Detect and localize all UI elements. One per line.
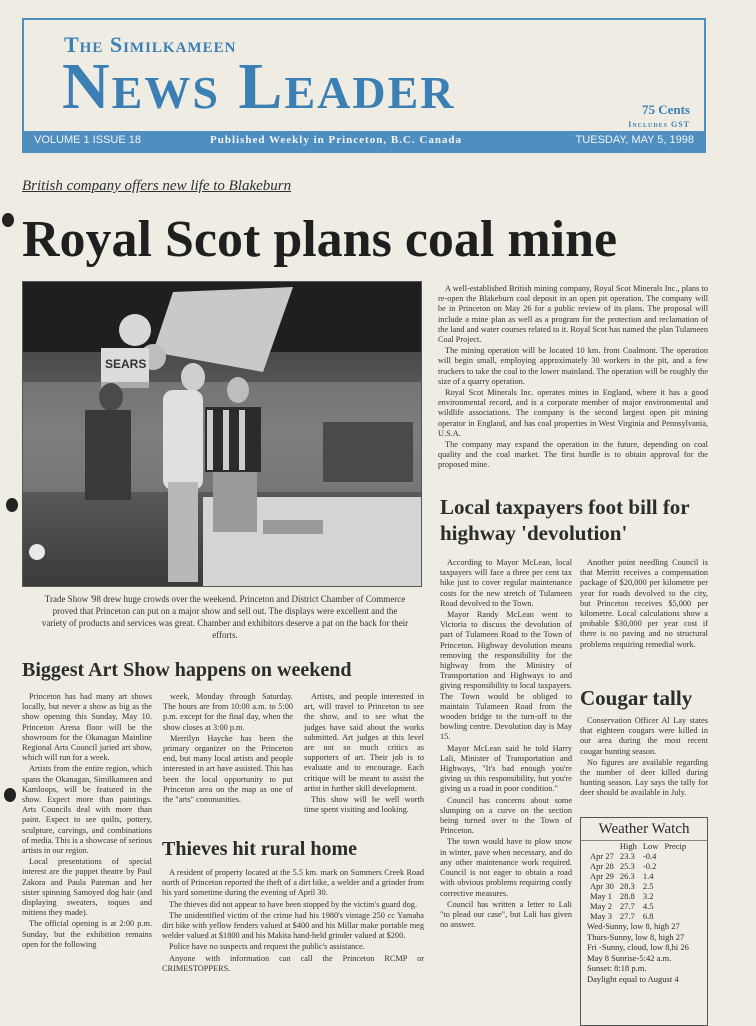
- weather-row: [587, 851, 689, 861]
- thieves-story: [162, 868, 424, 975]
- photo-illustration: [23, 282, 422, 587]
- paper-name-top: The Similkameen: [64, 32, 237, 57]
- weather-precip: [661, 911, 689, 921]
- paragraph: No figures are available regarding the number of deer killed during hunting season. Lay says the tally for deer should be available in July.: [580, 757, 708, 798]
- weather-row: [587, 891, 689, 901]
- paragraph: The official opening is at 2:00 p.m. Sunday, but the exhibition remains open for the following: [22, 919, 152, 949]
- weather-day: Apr 28: [590, 861, 614, 871]
- daylight-line: Daylight equal to August 4: [587, 973, 679, 984]
- paragraph: Police have no suspects and request the public's assistance.: [169, 942, 365, 952]
- weather-row: [587, 881, 689, 891]
- weather-header-row: [587, 841, 689, 851]
- weather-high: 25.3: [619, 861, 635, 871]
- weather-precip: [661, 861, 689, 871]
- weather-low: 4.5: [642, 901, 654, 911]
- paragraph: The unidentified victim of the crime had his 1980's vintage 250 cc Yamaha dirt bike with yellow fenders valued at $400 and his Millar make portable meg welder valued at $1800 and his Makita hand-held grinder valued at $200.: [162, 910, 424, 941]
- weather-day: May 1: [590, 891, 612, 901]
- weather-row: [587, 871, 689, 881]
- price: 75 Cents: [641, 102, 690, 117]
- weather-day: May 2: [590, 901, 612, 911]
- weather-table: [587, 841, 689, 921]
- paragraph: This show will be well worth time spent visiting and looking.: [304, 795, 424, 815]
- weather-high: 23.3: [619, 851, 635, 861]
- paragraph: Anyone with information can call the Princeton RCMP or CRIMESTOPPERS.: [162, 953, 424, 973]
- paragraph: A resident of property located at the 5.5 km. mark on Summers Creek Road north of Princeton reported the theft of a dirt bike, a welder and a grinder from his yard sometime during the evening of April 30.: [162, 868, 424, 898]
- photo-sign: SEARS: [105, 357, 147, 371]
- price-note: Includes GST: [628, 120, 690, 129]
- forecast-line: Fri -Sunny, cloud, low 8,hi 26: [587, 942, 689, 952]
- weather-day: Apr 30: [590, 881, 614, 891]
- weather-row: [587, 901, 689, 911]
- weather-precip: [661, 891, 689, 901]
- weather-box: [580, 817, 708, 1026]
- weather-precip: [661, 901, 689, 911]
- weather-day: Apr 27: [590, 851, 614, 861]
- cougar-headline: Cougar tally: [580, 686, 693, 710]
- weather-precip: [661, 871, 689, 881]
- forecast-notes: [581, 921, 707, 984]
- forecast-line: Wed-Sunny, low 8, high 27: [587, 921, 680, 931]
- weather-title: Weather Watch: [581, 821, 707, 841]
- paragraph: Mayor McLean said he told Harry Lali, Minister of Transportation and Highways, "It's bad enough you're giving us this responsibility, but you're giving us a road in poor condition.": [440, 743, 572, 794]
- paragraph: According to Mayor McLean, local taxpayers will face a three per cent tax hike just to cover regular maintenance costs for the new stretch of Tulameen Road devolved to the Town.: [440, 558, 572, 608]
- paragraph: The company may expand the operation in the future, depending on coal quality and the coal market. The first hurdle is to obtain approval for the proposed mine.: [438, 440, 708, 470]
- weather-high: 28.8: [619, 891, 635, 901]
- weather-day: May 3: [590, 911, 612, 921]
- photo-caption: Trade Show '98 drew huge crowds over the weekend. Princeton and District Chamber of Commerce proved that Princeton can put on a major show and sell out. The displays were excellent and the variety of products and services was great. Chamber and exhibitors deserve a pat on the back for their efforts.: [41, 594, 409, 640]
- paragraph: Another point needling Council is that Merritt receives a compensation package of $20,000 per kilometre per year for roads devolved to the city, but Princeton receives $5,000 per kilometre. Local calculations show a probable $30,000 per year cost if there is no paving and no structural problems requiring remedial work.: [580, 558, 708, 649]
- issue-date: TUESDAY, MAY 5, 1998: [575, 134, 694, 146]
- weather-low: 1.4: [642, 871, 654, 881]
- paragraph: Merrilyn Haycke has been the primary organizer on the Princeton end, but many local artists and people interested in art have assisted. This has been the local opportunity to put Princeton area on the map as one of the "arts" communities.: [163, 733, 293, 805]
- paragraph: Artists, and people interested in art, will travel to Princeton to see the show, and to see what the judges have said about the works submitted. Art judges at this level are not so much critics as supporters of art. Their job is to evaluate and to encourage. Each critique will be meant to assist the artist in further skill development.: [304, 692, 424, 793]
- taxpayers-column-1: [440, 558, 572, 931]
- thieves-headline: Thieves hit rural home: [162, 838, 357, 860]
- binder-hole: [4, 788, 16, 802]
- taxpayers-headline: Local taxpayers foot bill for highway 'devolution': [440, 495, 690, 545]
- paper-name: News Leader: [62, 50, 456, 123]
- paragraph: Princeton has had many art shows locally, but never a show as big as the show opening this Sunday, May 10. Princeton Arena floor will be the showroom for the Okanagan Mainline Regional Arts Council juried art show, which will run for a week.: [22, 692, 152, 763]
- weather-low: -0.4: [642, 851, 657, 861]
- weather-header: [587, 841, 617, 851]
- weather-day: Apr 29: [590, 871, 614, 881]
- paragraph: Council has concerns about some slumping on a curve on the section being turned over to the Town of Princeton.: [440, 795, 572, 836]
- paragraph: The town would have to plow snow in winter, pave when necessary, and do any other maintenance work required. Council is not eager to obtain a road with obvious problems requiring costly corrective measures.: [440, 837, 572, 898]
- weather-header: Precip: [664, 841, 687, 851]
- weather-high: 26.3: [619, 871, 635, 881]
- weather-precip: [661, 851, 689, 861]
- cougar-story: [580, 716, 708, 800]
- taxpayers-column-2: [580, 558, 708, 651]
- publication-line: Published Weekly in Princeton, B.C. Canada: [210, 134, 463, 146]
- binder-hole: [6, 498, 18, 512]
- masthead-strip: [24, 131, 704, 151]
- paragraph: The mining operation will be located 10 km. from Coalmont. The operation will begin small, employing approximately 30 workers in the pit, and a few truckers to take the coal to the lower mainland. The operation will be roughly the size of a quarry operation.: [438, 346, 708, 386]
- paragraph: Royal Scot Minerals Inc. operates mines in England, where it has a good environmental record, and is a corporate member of major environmental and wildlife associations. The company is the second largest open pit mining operator in England, and has coal properties in West Virginia and Pennsylvania, U.S.A.: [438, 388, 708, 438]
- paragraph: Artists from the entire region, which spans the Okanagan, Similkameen and Kamloops, will be featured in the show. Expect more than paintings. Arts Councils deal with more than paint. Expect to see quilts, pottery, sculpture, carvings, and combinations of media. This is a showcase of serious artists in our region.: [22, 764, 152, 856]
- weather-precip: [661, 881, 689, 891]
- paragraph: Mayor Randy McLean went to Victoria to discuss the devolution of part of Tulameen Road to the Town of Princeton. Highway devolution means removing the responsibility for the highway from the Ministry of Transportation and Highways to and giving responsibility to local taxpayers. The Town would be obliged to maintain Tulameen Road from the wooden bridge to the turn-off to the bowling centre. Devolution day is May 15.: [440, 610, 572, 742]
- art-column-3: [304, 692, 424, 816]
- weather-high: 27.7: [619, 911, 635, 921]
- kicker: British company offers new life to Blakeburn: [22, 178, 292, 194]
- volume-issue: VOLUME 1 ISSUE 18: [34, 134, 141, 146]
- weather-low: 6.8: [642, 911, 654, 921]
- paragraph: Conservation Officer Al Lay states that eighteen cougars were killed in our area during the most recent cougar hunting season.: [580, 716, 708, 756]
- paragraph: Local presentations of special interest are the puppet theatre by Paul Zakora and Paula Pateman and her sister spinning Samoyed dog hair (and displaying sweaters, toques and mittens they made).: [22, 857, 152, 918]
- weather-low: 2.5: [642, 881, 654, 891]
- sunset-line: Sunset: 8:18 p.m.: [587, 963, 647, 973]
- weather-row: [587, 911, 689, 921]
- art-show-headline: Biggest Art Show happens on weekend: [22, 659, 352, 681]
- paragraph: Council has written a letter to Lali "to plead our case", but Lali has given no answer.: [440, 899, 572, 930]
- weather-row: [587, 861, 689, 871]
- art-column-2: [163, 692, 293, 806]
- sunrise-line: May 8 Sunrise-5:42 a.m.: [587, 952, 672, 963]
- trade-show-photo: [22, 281, 422, 587]
- binder-hole: [2, 213, 14, 227]
- weather-header: Low: [642, 841, 659, 851]
- paragraph: week, Monday through Saturday. The hours are from 10:00 a.m. to 5:00 p.m. except for the final day, when the show closes at 3:00 p.m.: [163, 692, 293, 732]
- art-column-1: [22, 692, 152, 951]
- forecast-line: Thurs-Sunny, low 8, high 27: [587, 931, 685, 942]
- weather-low: 3.2: [642, 891, 654, 901]
- lead-story: [438, 284, 708, 472]
- weather-low: -0.2: [642, 861, 657, 871]
- weather-header: High: [619, 841, 637, 851]
- main-headline: Royal Scot plans coal mine: [22, 211, 618, 268]
- weather-high: 27.7: [619, 901, 635, 911]
- paragraph: The thieves did not appear to have been stopped by the victim's guard dog.: [169, 899, 418, 909]
- weather-high: 28.3: [619, 881, 635, 891]
- paragraph: A well-established British mining company, Royal Scot Minerals Inc., plans to re-open the Blakeburn coal deposit in an open pit operation. The company will be in Princeton on May 26 for a public review of its plans. The proposal will include a mine plan as well as a program for the protection and reclamation of the land and water courses related to it. Royal Scot has named the plan Tulameen Coal Project.: [438, 284, 708, 345]
- masthead: [22, 18, 706, 153]
